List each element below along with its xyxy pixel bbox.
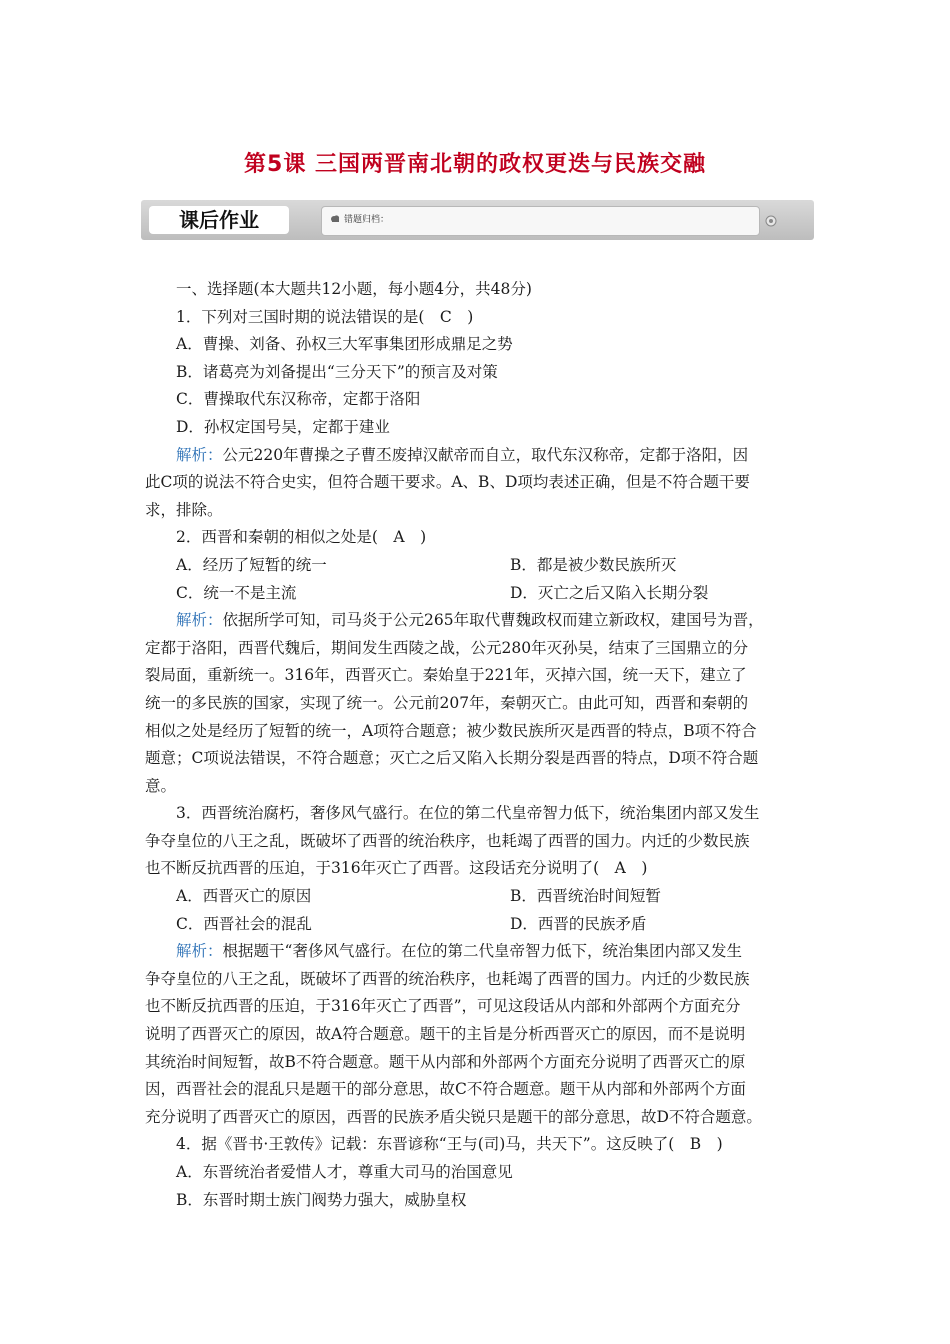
explanation-label: 解析： [176, 445, 223, 464]
explanation-line: 求，排除。 [145, 500, 223, 519]
explanation-line: 统一的多民族的国家，实现了统一。公元前207年，秦朝灭亡。由此可知，西晋和秦朝的 [145, 693, 749, 712]
cloud-icon [330, 213, 340, 223]
q3-stem: 3．西晋统治腐朽，奢侈风气盛行。在位的第二代皇帝智力低下，统治集团内部又发生 [176, 804, 760, 823]
explanation-line: 裂局面，重新统一。316年，西晋灭亡。秦始皇于221年，灭掉六国，统一天下，建立了 [145, 666, 747, 685]
q1-option-b: B．诸葛亮为刘备提出“三分天下”的预言及对策 [176, 362, 498, 381]
option-row [145, 552, 810, 580]
explanation-text: 依据所学可知，司马炎于公元265年取代曹魏政权而建立新政权，建国号为晋， [222, 611, 764, 630]
q3-option-a: A．西晋灭亡的原因 [176, 887, 312, 906]
explanation-line: 相似之处是经历了短暂的统一，A项符合题意；被少数民族所灭是西晋的特点，B项不符合 [145, 721, 757, 740]
question-content [145, 276, 810, 1214]
explanation-line: 题意；C项说法错误，不符合题意；灭亡之后又陷入长期分裂是西晋的特点，D项不符合题 [145, 749, 759, 768]
homework-banner [141, 200, 814, 240]
q4-stem: 4．据《晋书·王敦传》记载：东晋谚称“王与(司)马，共天下”。这反映了( B ) [176, 1135, 723, 1154]
homework-label: 课后作业 [149, 206, 289, 234]
q1-option-a: A．曹操、刘备、孙权三大军事集团形成鼎足之势 [176, 335, 513, 354]
explanation-line: 其统治时间短暂，故B不符合题意。题干从内部和外部两个方面充分说明了西晋灭亡的原 [145, 1052, 746, 1071]
q1-option-c: C．曹操取代东汉称帝，定都于洛阳 [176, 390, 421, 409]
error-archive-label: 错题归档： [344, 215, 390, 225]
explanation-line: 也不断反抗西晋的压迫，于316年灭亡了西晋”，可见这段话从内部和外部两个方面充分 [145, 997, 741, 1016]
explanation-line: 因，西晋社会的混乱只是题干的部分意思，故C不符合题意。题干从内部和外部两个方面 [145, 1080, 746, 1099]
explanation-line: 此C项的说法不符合史实，但符合题干要求。A、B、D项均表述正确，但是不符合题干要 [145, 473, 750, 492]
explanation-line: 充分说明了西晋灭亡的原因，西晋的民族矛盾尖锐只是题干的部分意思，故D不符合题意。 [145, 1107, 762, 1126]
q3-stem-line: 也不断反抗西晋的压迫，于316年灭亡了西晋。这段话充分说明了( A ) [145, 859, 648, 878]
option-row [145, 911, 810, 939]
q2-option-d: D．灭亡之后又陷入长期分裂 [510, 583, 709, 602]
q2-option-c: C．统一不是主流 [176, 583, 297, 602]
q4-option-a: A．东晋统治者爱惜人才，尊重大司马的治国意见 [176, 1163, 513, 1181]
explanation-text: 根据题干“奢侈风气盛行。在位的第二代皇帝智力低下，统治集团内部又发生 [222, 942, 742, 961]
option-row [145, 883, 810, 911]
page-title: 第5课 三国两晋南北朝的政权更迭与民族交融 [244, 152, 706, 177]
explanation-line: 意。 [145, 776, 177, 795]
option-row [145, 580, 810, 608]
explanation-line: 争夺皇位的八王之乱，既破坏了西晋的统治秩序，也耗竭了西晋的国力。内迁的少数民族 [145, 969, 750, 988]
q2-option-b: B．都是被少数民族所灭 [510, 555, 677, 574]
explanation-line: 定都于洛阳，西晋代魏后，期间发生西陵之战，公元280年灭孙吴，结束了三国鼎立的分 [145, 638, 749, 657]
q1-stem: 1．下列对三国时期的说法错误的是( C ) [176, 307, 474, 326]
gear-icon[interactable] [765, 215, 777, 227]
section-heading: 一、选择题(本大题共12小题，每小题4分，共48分) [176, 280, 532, 298]
q3-option-c: C．西晋社会的混乱 [176, 914, 312, 933]
explanation-label: 解析： [176, 611, 223, 630]
q3-stem-line: 争夺皇位的八王之乱，既破坏了西晋的统治秩序，也耗竭了西晋的国力。内迁的少数民族 [145, 831, 750, 850]
explanation-label: 解析： [176, 942, 223, 961]
q2-explanation [145, 607, 810, 635]
q3-option-d: D．西晋的民族矛盾 [510, 914, 647, 933]
explanation-line: 说明了西晋灭亡的原因，故A符合题意。题干的主旨是分析西晋灭亡的原因，而不是说明 [145, 1025, 746, 1044]
q1-option-d: D．孙权定国号吴，定都于建业 [176, 417, 390, 436]
q2-stem: 2．西晋和秦朝的相似之处是( A ) [176, 528, 427, 547]
explanation-text: 公元220年曹操之子曹丕废掉汉献帝而自立，取代东汉称帝，定都于洛阳，因 [222, 445, 749, 464]
error-archive-box[interactable] [321, 206, 760, 236]
q1-explanation [145, 442, 810, 470]
q2-option-a: A．经历了短暂的统一 [176, 555, 327, 574]
q3-explanation [145, 938, 810, 966]
q4-option-b: B．东晋时期士族门阀势力强大，威胁皇权 [176, 1190, 467, 1209]
q3-option-b: B．西晋统治时间短暂 [510, 887, 661, 906]
